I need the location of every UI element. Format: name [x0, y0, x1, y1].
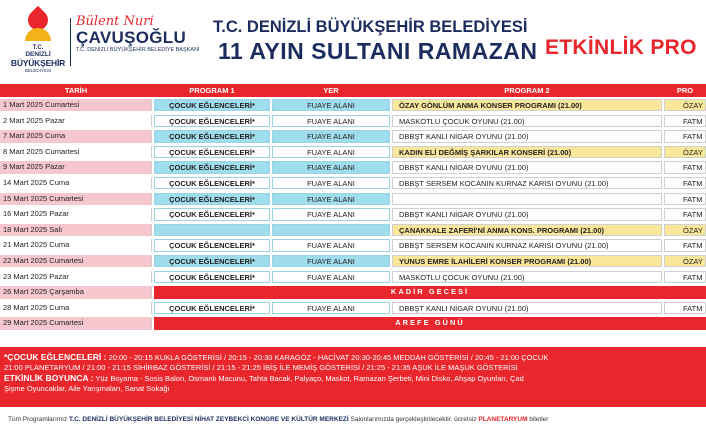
page-title-program: ETKİNLİK PRO: [545, 36, 697, 59]
table-row: [0, 301, 706, 315]
row-program2: ÇANAKKALE ZAFERİ'Nİ ANMA KONS. PROGRAMI (21.00): [392, 224, 662, 236]
column-header-date: TARİH: [64, 86, 88, 95]
mayor-name: ÇAVUŞOĞLU: [76, 28, 187, 47]
row-place: FUAYE ALANI: [272, 161, 390, 173]
footer-note: [0, 409, 706, 431]
table-row: [0, 223, 706, 237]
mayor-title: T.C. DENİZLİ BÜYÜKŞEHİR BELEDİYE BAŞKANI: [76, 47, 200, 53]
logo-text-city: DENİZLİ: [25, 51, 51, 58]
row-program1: ÇOCUK EĞLENCELERİ*: [154, 239, 270, 251]
row-program1: ÇOCUK EĞLENCELERİ*: [154, 255, 270, 267]
table-row: [0, 316, 706, 330]
row-program1: ÇOCUK EĞLENCELERİ*: [154, 177, 270, 189]
row-date: 28 Mart 2025 Cuma: [0, 302, 152, 314]
header-divider: [70, 18, 71, 66]
note-all-event: [4, 373, 702, 384]
row-program2: DBBŞT SERSEM KOCANIN KURNAZ KARISI OYUNU (21.00): [392, 177, 662, 189]
row-program2: DBBŞT KANLI NİGAR OYUNU (21.00): [392, 130, 662, 142]
row-date: 22 Mart 2025 Cumartesi: [0, 255, 152, 267]
note-children-text: 20:00 - 20:15 KUKLA GÖSTERİSİ / 20:15 - 20:30 KARAGÖZ - HACİVAT 20:30-20:45 MEDDAH GÖSTERİSİ / 20:45 - 21:00 ÇOCUK: [106, 353, 549, 362]
row-program2: [392, 193, 662, 205]
row-date: 2 Mart 2025 Pazar: [0, 115, 152, 127]
footer-planetarium: PLANETARYUM: [478, 416, 528, 423]
row-place: FUAYE ALANI: [272, 271, 390, 283]
footer-text-1: Tüm Programlarımız: [8, 416, 70, 423]
row-program2: YUNUS EMRE İLAHİLERİ KONSER PROGRAMI (21.00): [392, 255, 662, 267]
table-row: [0, 207, 706, 221]
column-header-place: YER: [323, 86, 339, 95]
row-program3: FATM: [664, 208, 706, 220]
row-program3: FATM: [664, 302, 706, 314]
row-place: FUAYE ALANI: [272, 177, 390, 189]
row-program3: ÖZAY: [664, 224, 706, 236]
row-place: FUAYE ALANI: [272, 208, 390, 220]
row-date: 1 Mart 2025 Cumartesi: [0, 99, 152, 111]
row-date: 23 Mart 2025 Pazar: [0, 271, 152, 283]
row-program3: ÖZAY: [664, 146, 706, 158]
mayor-signature: Bülent Nuri: [76, 14, 154, 29]
row-date: 8 Mart 2025 Cumartesi: [0, 146, 152, 158]
row-program3: ÖZAY: [664, 99, 706, 111]
row-date: 7 Mart 2025 Cuma: [0, 130, 152, 142]
note-all-event-label: ETKİNLİK BOYUNCA :: [4, 373, 94, 383]
row-program1: ÇOCUK EĞLENCELERİ*: [154, 161, 270, 173]
table-row: [0, 238, 706, 252]
row-program3: FATM: [664, 130, 706, 142]
table-row: [0, 192, 706, 206]
row-date: 18 Mart 2025 Salı: [0, 224, 152, 236]
row-date: 26 Mart 2025 Çarşamba: [0, 286, 152, 298]
row-program1: ÇOCUK EĞLENCELERİ*: [154, 208, 270, 220]
column-header-program2: PROGRAM 2: [504, 86, 550, 95]
logo-text-metro: BÜYÜKŞEHİR: [10, 58, 66, 68]
note-children-events: [4, 352, 702, 363]
row-program3: FATM: [664, 193, 706, 205]
note-all-event-text: Yüz Boyama - Sosis Balon, Osmanlı Macunu, Tahta Bacak, Palyaço, Maskot, Ramazan Şerbeti, Mini Disko, Ahşap Oyunları, Çad: [93, 374, 524, 383]
row-program1: ÇOCUK EĞLENCELERİ*: [154, 99, 270, 111]
footer-text-2: Salonlarımızda gerçekleştirilecektir. ücretsiz: [348, 416, 479, 423]
row-program1: ÇOCUK EĞLENCELERİ*: [154, 193, 270, 205]
note-children-label: *ÇOCUK EĞLENCELERİ :: [4, 352, 107, 362]
column-header-program1: PROGRAM 1: [189, 86, 235, 95]
row-program3: FATM: [664, 115, 706, 127]
row-program2: DBBŞT KANLI NİGAR OYUNU (21.00): [392, 208, 662, 220]
municipality-logo: [8, 10, 68, 76]
row-program3: FATM: [664, 177, 706, 189]
logo-text-municipality: BELEDİYESİ: [24, 68, 52, 73]
row-place: FUAYE ALANI: [272, 193, 390, 205]
table-row: [0, 98, 706, 112]
row-date: 29 Mart 2025 Cumartesi: [0, 317, 152, 329]
header: [0, 0, 706, 82]
logo-text-tc: T.C.: [32, 45, 44, 51]
page-title-ramadan: 11 AYIN SULTANI RAMAZAN: [218, 38, 538, 64]
table-header: [0, 84, 706, 97]
row-special-day: AREFE GÜNÜ: [154, 317, 706, 329]
row-program3: FATM: [664, 271, 706, 283]
row-place: FUAYE ALANI: [272, 146, 390, 158]
note-children-events-cont: 21:00 PLANETARYUM / 21:00 - 21:15 SİHİRBAZ GÖSTERİSİ / 21:15 - 21:25 İBİŞ İLE MEMİŞ GÖSTERİSİ / 21:25 - 21:35 AŞUK İLE MAŞUK GÖSTERİSİ: [4, 363, 518, 372]
row-date: 14 Mart 2025 Cuma: [0, 177, 152, 189]
row-special-day: KADİR GECESİ: [154, 286, 706, 298]
table-row: [0, 176, 706, 190]
row-date: 21 Mart 2025 Cuma: [0, 239, 152, 251]
row-program2: DBBŞT SERSEM KOCANIN KURNAZ KARISI OYUNU (21.00): [392, 239, 662, 251]
row-program2: DBBŞT KANLI NİGAR OYUNU (21.00): [392, 302, 662, 314]
row-place: FUAYE ALANI: [272, 115, 390, 127]
table-row: [0, 254, 706, 268]
column-header-program3: PRO: [676, 86, 694, 95]
row-program3: ÖZAY: [664, 255, 706, 267]
table-row: [0, 145, 706, 159]
table-row: [0, 129, 706, 143]
row-program2: ÖZAY GÖNLÜM ANMA KONSER PROGRAMI (21.00): [392, 99, 662, 111]
row-program2: MASKOTLU ÇOCUK OYUNU (21.00): [392, 115, 662, 127]
table-row: [0, 114, 706, 128]
row-date: 9 Mart 2025 Pazar: [0, 161, 152, 173]
logo-emblem-icon: [21, 10, 55, 44]
row-program1: [154, 224, 270, 236]
row-date: 16 Mart 2025 Pazar: [0, 208, 152, 220]
row-program1: ÇOCUK EĞLENCELERİ*: [154, 115, 270, 127]
table-row: [0, 285, 706, 299]
row-program3: FATM: [664, 161, 706, 173]
notes-panel: [0, 347, 706, 407]
row-program2: KADIN ELİ DEĞMİŞ ŞARKILAR KONSERİ (21.00): [392, 146, 662, 158]
row-program3: FATM: [664, 239, 706, 251]
note-all-event-cont: Şişme Oyuncaklar, Aile Yarışmaları, Sanat Sokağı: [4, 384, 170, 393]
row-program1: ÇOCUK EĞLENCELERİ*: [154, 146, 270, 158]
row-program2: DBBŞT KANLI NİGAR OYUNU (21.00): [392, 161, 662, 173]
page-title-municipality: T.C. DENİZLİ BÜYÜKŞEHİR BELEDİYESİ: [213, 18, 528, 36]
table-row: [0, 270, 706, 284]
row-place: FUAYE ALANI: [272, 302, 390, 314]
mayor-block: [76, 14, 206, 53]
row-place: FUAYE ALANI: [272, 255, 390, 267]
table-row: [0, 160, 706, 174]
row-place: FUAYE ALANI: [272, 239, 390, 251]
row-program1: ÇOCUK EĞLENCELERİ*: [154, 271, 270, 283]
row-date: 15 Mart 2025 Cumartesi: [0, 193, 152, 205]
row-place: FUAYE ALANI: [272, 99, 390, 111]
row-program1: ÇOCUK EĞLENCELERİ*: [154, 130, 270, 142]
row-program1: ÇOCUK EĞLENCELERİ*: [154, 302, 270, 314]
footer-venue: T.C. DENİZLİ BÜYÜKŞEHİR BELEDİYESİ NİHAT ZEYBEKCİ KONGRE VE KÜLTÜR MERKEZİ: [69, 416, 349, 423]
footer-text-3: biletler: [527, 416, 549, 423]
row-program2: MASKOTLU ÇOCUK OYUNU (21.00): [392, 271, 662, 283]
row-place: FUAYE ALANI: [272, 130, 390, 142]
row-place: [272, 224, 390, 236]
